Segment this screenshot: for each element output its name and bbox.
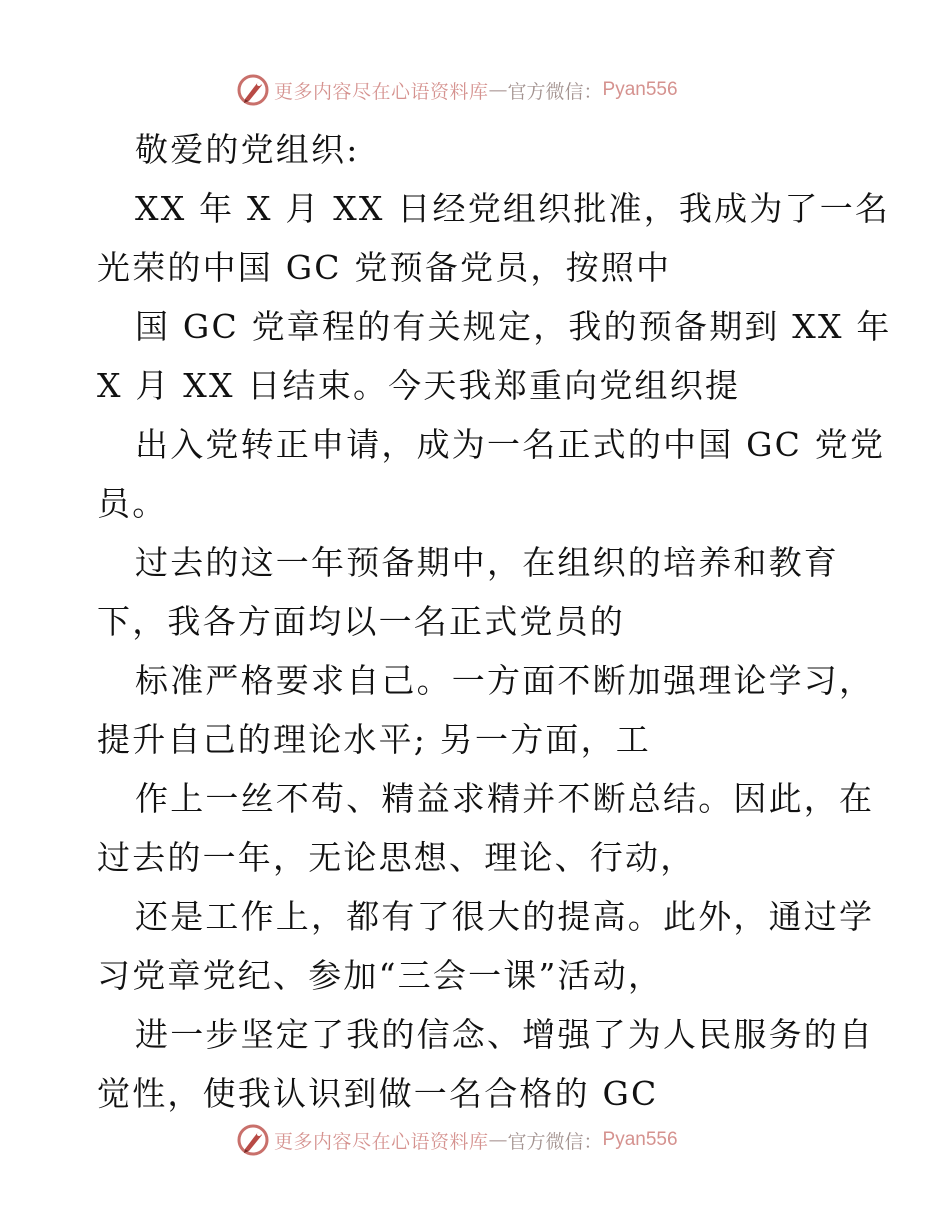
text-line: 进一步坚定了我的信念、增强了为人民服务的自 <box>135 1015 875 1054</box>
text-line: 下，我各方面均以一名正式党员的 <box>97 602 625 641</box>
text-line: 国 GC 党章程的有关规定，我的预备期到 XX 年 <box>135 307 892 346</box>
header-banner <box>236 70 716 110</box>
banner-dash: — <box>488 79 508 101</box>
text-line: 光荣的中国 GC 党预备党员，按照中 <box>97 248 672 287</box>
pen-logo-icon <box>236 1123 270 1157</box>
banner-slogan: 更多内容尽在心语资料库 <box>274 1130 489 1153</box>
banner-wechat-label: 官方微信： <box>507 1130 603 1153</box>
text-line: 标准严格要求自己。一方面不断加强理论学习， <box>135 661 875 700</box>
banner-dash: — <box>488 1129 508 1151</box>
banner-wechat-id: Pyan556 <box>602 79 678 100</box>
pen-logo-icon <box>236 73 270 107</box>
banner-wechat-label: 官方微信： <box>507 80 603 103</box>
banner-wechat-id: Pyan556 <box>602 1129 678 1150</box>
text-line: 觉性，使我认识到做一名合格的 GC <box>97 1074 659 1113</box>
text-line: XX 年 X 月 XX 日经党组织批准，我成为了一名 <box>135 189 891 228</box>
text-line: 员。 <box>97 484 168 523</box>
text-line: 过去的这一年预备期中，在组织的培养和教育 <box>135 543 839 582</box>
document-body <box>97 120 892 1123</box>
salutation: 敬爱的党组织: <box>135 130 360 169</box>
text-line: 作上一丝不苟、精益求精并不断总结。因此，在 <box>135 779 875 818</box>
footer-banner <box>236 1120 716 1160</box>
text-line: X 月 XX 日结束。今天我郑重向党组织提 <box>97 366 741 405</box>
text-line: 过去的一年，无论思想、理论、行动， <box>97 838 696 877</box>
text-line: 还是工作上，都有了很大的提高。此外，通过学 <box>135 897 875 936</box>
text-line: 提升自己的理论水平; 另一方面，工 <box>97 720 652 759</box>
text-line: 出入党转正申请，成为一名正式的中国 GC 党党 <box>135 425 886 464</box>
text-line: 习党章党纪、参加“三会一课”活动， <box>97 956 664 995</box>
banner-slogan: 更多内容尽在心语资料库 <box>274 80 489 103</box>
